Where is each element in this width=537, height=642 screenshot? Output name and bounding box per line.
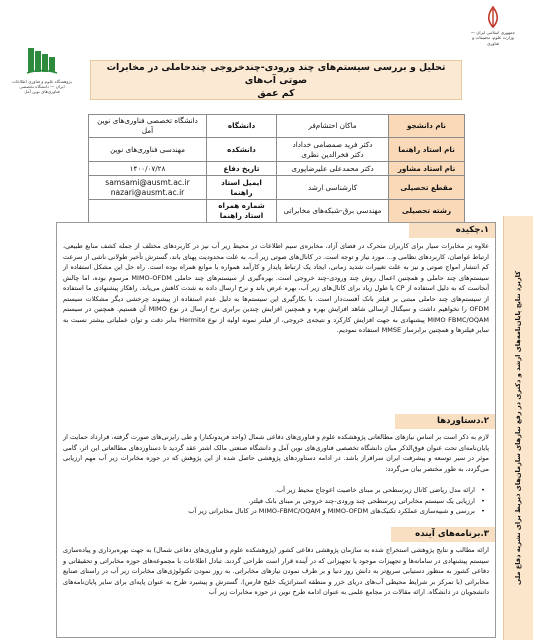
advisor-value: دکتر محمدعلی علیرضاپوری xyxy=(277,162,389,176)
institute-logo xyxy=(12,46,72,112)
achievements-heading: ۲.دستاوردها xyxy=(395,414,495,429)
thesis-info-table xyxy=(88,114,465,223)
table-row xyxy=(89,138,465,162)
list-item: • ارائه مدل ریاضی کانال زیرسطحی بر مبنای خاصیت اعوجاج محیط زیر آب. xyxy=(65,485,485,496)
side-band-title: کاربرد نتایج پایان‌نامه‌های ارشد و دکتری در رفع نیازهای سازمان‌های ذیربط برای نشریه دفاع ملی xyxy=(514,271,522,585)
faculty-label: دانشکده xyxy=(207,138,277,162)
supervisor-value-1: دکتر فرید صمصامی خداداد xyxy=(292,139,373,149)
institute-logo-caption: پژوهشگاه علوم و فناوری اطلاعات ایران — دانشگاه تخصصی فناوری‌های نوین آمل xyxy=(12,79,72,95)
government-emblem-caption: جمهوری اسلامی ایران — وزارت علوم، تحقیقات و فناوری xyxy=(470,30,516,46)
table-row xyxy=(89,115,465,138)
degree-value: کارشناسی ارشد xyxy=(277,176,389,200)
supervisor-phone-label: شماره همراه استاد راهنما xyxy=(207,200,277,223)
future-plans-text: ارائه مطالب و نتایج پژوهشی استخراج شده به سازمان پژوهشی دفاعی کشور (پژوهشکده علوم و فناوری‌های دفاعی شمال) به جهت بهره‌برداری و پیاده‌سازی سیستم پیشنهادی در سامانه‌ها و تجهیزات موجود یا تجهیزاتی که در آینده قرار است طراحی گردند. تبادل اطلاعات با مجموعه‌های حوزه مخابراتی و تحقیقاتی و دفاعی کشور به منظور دستیابی سریع‌تر به دانش روز دنیا و بر طرف نمودن نیازهای مخابراتی. به روز نمودن تکنولوژی‌های مخابرات زیر آب در راستای صنایع مخابراتی (با تمرکز بر شرایط محیطی آب‌های دریای خزر و منطقه استراتژیک خلیج فارس). گسترش و پیشبرد طرح به عنوان پایه‌ای برای سایر پایان‌نامه‌های دانشجویان در دانشگاه. ارائه مقالات در مجامع علمی به عنوان ادامه طرح نوین در حوزه مخابرات زیر آب xyxy=(63,546,489,596)
supervisor-email-value xyxy=(89,176,207,200)
degree-label: مقطع تحصیلی xyxy=(389,176,465,200)
supervisor-value-2: دکتر فخرالدین نظری xyxy=(301,149,364,159)
student-value: ماکان احتشام‌فر xyxy=(277,115,389,138)
advisor-label: نام استاد مشاور xyxy=(389,162,465,176)
student-label: نام دانشجو xyxy=(389,115,465,138)
thesis-title xyxy=(90,60,462,100)
faculty-value: مهندسی فناوری‌های نوین xyxy=(89,138,207,162)
defense-date-value: ۱۴۰۰/۰۷/۲۸ xyxy=(89,162,207,176)
abstract-heading: ۱.چکیده xyxy=(409,223,495,238)
field-label: رشته تحصیلی xyxy=(389,200,465,223)
achievements-text: لازم به ذکر است بر اساس نیازهای مطالعاتی پژوهشکده علوم و فناوری‌های دفاعی شمال (واحد فریدونکنار) و طی رایزنی‌های صورت گرفته، قرارداد حمایت از پایان‌نامه‌ای تحت عنوان فوق‌الذکر میان دانشگاه تخصصی فناوری‌های نوین آمل و دانشگاه صنعتی مالک اشتر عقد گردید تا دستاوردهای مطالعاتی این اثر، گامی موثر در سیر توسعه و پیشرفت ایران سرافراز باشد. در ادامه دستاوردهای پژوهشی حاصل شده از این پژوهش که در حوزه مخابرات زیر آب مهم ارزیابی می‌گردد، به طور مختصر بیان می‌گردد: xyxy=(63,433,489,473)
supervisor-email-label: ایمیل استاد راهنما xyxy=(207,176,277,200)
future-plans-heading: ۳.برنامه‌های آینده xyxy=(391,527,495,542)
list-item: • ارزیابی یک سیستم مخابراتی زیرسطحی چند ورودی-چند خروجی بر مبنای بانک فیلتر. xyxy=(65,496,485,507)
university-label: دانشگاه xyxy=(207,115,277,138)
book-logo-icon xyxy=(26,46,58,76)
iran-emblem-icon xyxy=(485,6,501,28)
government-emblem xyxy=(467,6,519,56)
table-row xyxy=(89,176,465,200)
supervisor-label: نام استاد راهنما xyxy=(389,138,465,162)
thesis-title-line-1: تحلیل و بررسی سیستم‌های چند ورودی-چندخروجی چندحاملی در مخابرات صوتی آب‌های xyxy=(106,61,446,86)
supervisor-phone-value xyxy=(89,200,207,223)
list-item: • بررسی و شبیه‌سازی عملکرد تکنیک‌های MIMO-OFDM و MIMO-FBMC/OQAM در کانال مخابراتی زیر آب xyxy=(65,506,485,517)
table-row xyxy=(89,162,465,176)
defense-date-label: تاریخ دفاع xyxy=(207,162,277,176)
thesis-title-line-2: کم عمق xyxy=(257,87,295,99)
achievements-list xyxy=(65,485,485,517)
table-row xyxy=(89,200,465,223)
supervisor-email-2[interactable]: nazari@ausmt.ac.ir xyxy=(110,187,185,197)
university-value: دانشگاه تخصصی فناوری‌های نوین آمل xyxy=(89,115,207,138)
field-value: مهندسی برق-شبکه‌های مخابراتی xyxy=(277,200,389,223)
abstract-text: علاوه بر مخابرات سیار برای کاربران متحرک در فضای آزاد، مخابره‌ی سیم اطلاعات در محیط زیر آب نیز در کاربردهای مختلف از جمله کشف منابع طبیعی، ارتباط غواصان، کاربردهای نظامی و... مورد نیاز و توجه است. در کانال‌های صوتی زیر آب، به علت محدودیت پهنای باند، گسترش تأخیر طولانی ناشی از سرعت کم انتشار امواج صوتی و نیز به علت تغییرات شدید زمانی، ایجاد یک ارتباط پایدار و کارآمد همواره با موانع همراه بوده است. راه حل این مشکل استفاده از سیستم‌های چند حاملی و همچنین اعمال روش چند ورودی-چند خروجی است. بهره‌گیری از سیستم‌های چند حاملی MIMO-OFDM مرسوم بوده، اما چالش آنجاست که به دلیل استفاده از CP یا طول زیاد برای کانال‌های زیر آب، بهره عرض باند و نرخ ارسال داده به شدت کاهش می‌یابد. راهکار پیشنهادی ما استفاده از سیستم‌های چند حاملی مبتنی بر فیلتر بانک آفست‌دار است. با بکارگیری این سیستم‌ها به دلیل عدم استفاده از پیشوند چرخشی دیگر مشکلات سیستم OFDM را نخواهیم داشت و سیگنال ارسالی شاهد افزایش بهره و همچنین افزایش چندین برابری نرخ ارسال در نوع MIMO آن هستیم. همچنین در سیستم MIMO FBMC/OQAM پیشنهادی به جهت افزایش کارکرد و نتیجه‌ی خروجی، از فیلتر نمونه اولیه از نوع Hermite بنابر دقت و توان عملیاتی بیشتر نسبت به سایر فیلترها و همچنین برابرساز MMSE استفاده نمودیم. xyxy=(63,242,490,334)
content-panel xyxy=(56,222,496,638)
supervisor-email-1[interactable]: samsami@ausmt.ac.ir xyxy=(105,177,190,187)
supervisor-value xyxy=(277,138,389,162)
